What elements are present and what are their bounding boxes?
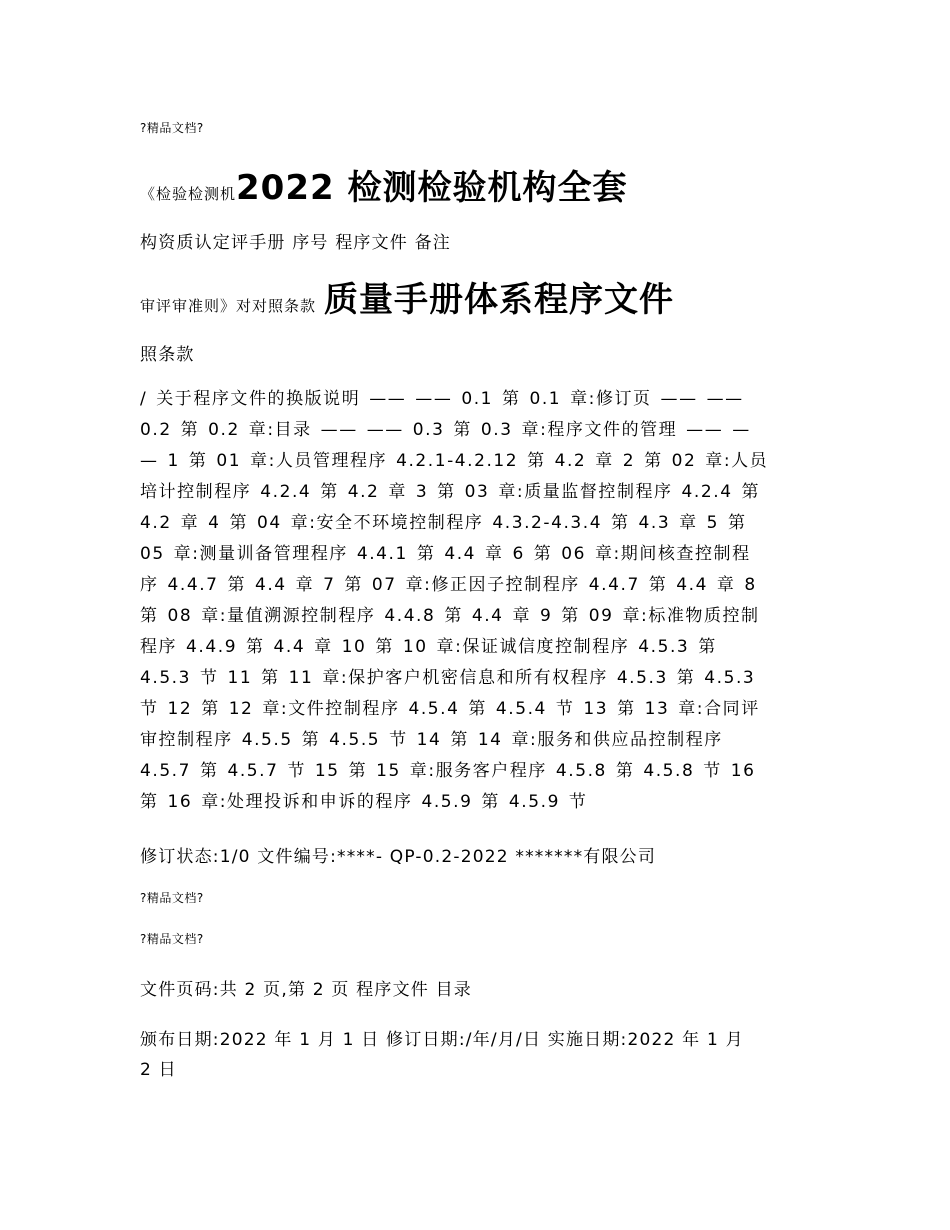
title-line-1 — [140, 160, 627, 209]
table-of-contents — [140, 384, 810, 818]
dates-line-1: 颁布日期:2022 年 1 月 1 日 修订日期:/年/月/日 实施日期:2022 年 1 月 — [140, 1030, 744, 1050]
toc-line: 培计控制程序 4.2.4 第 4.2 章 3 第 03 章:质量监督控制程序 4.2.4 第 — [140, 482, 761, 502]
toc-line: 节 12 第 12 章:文件控制程序 4.5.4 第 4.5.4 节 13 第 13 章:合同评 — [140, 699, 760, 719]
title-line-3 — [140, 272, 674, 321]
toc-line: / 关于程序文件的换版说明 —— —— 0.1 第 0.1 章:修订页 —— —— — [140, 389, 744, 409]
header-watermark-text-2: ?精品文档? — [140, 891, 204, 905]
toc-line: 第 08 章:量值溯源控制程序 4.4.8 第 4.4 章 9 第 09 章:标准物质控制 — [140, 606, 760, 626]
title-sub-heading: 质量手册体系程序文件 — [324, 280, 675, 320]
toc-line: 第 16 章:处理投诉和申诉的程序 4.5.9 第 4.5.9 节 — [140, 792, 588, 812]
toc-line: 05 章:测量训备管理程序 4.4.1 第 4.4 章 6 第 06 章:期间核查控制程 — [140, 544, 751, 564]
page-info-line: 文件页码:共 2 页,第 2 页 程序文件 目录 — [140, 980, 472, 1000]
title-line-2: 构资质认定评手册 序号 程序文件 备注 — [140, 233, 452, 253]
title-main-heading: 2022 检测检验机构全套 — [236, 168, 628, 208]
header-watermark-text-3: ?精品文档? — [140, 932, 204, 946]
header-watermark-text: ?精品文档? — [140, 121, 204, 135]
revision-status-line: 修订状态:1/0 文件编号:****- QP-0.2-2022 *******有限公司 — [140, 847, 657, 867]
toc-line: — 1 第 01 章:人员管理程序 4.2.1-4.2.12 第 4.2 章 2 第 02 章:人员 — [140, 451, 769, 471]
toc-line: 0.2 第 0.2 章:目录 —— —— 0.3 第 0.3 章:程序文件的管理 —— — — [140, 420, 751, 440]
title-line-3-prefix: 审评审准则》对对照条款 — [140, 297, 317, 315]
toc-line: 4.5.7 第 4.5.7 节 15 第 15 章:服务客户程序 4.5.8 第 4.5.8 节 16 — [140, 761, 756, 781]
title-line-1-prefix: 《检验检测机 — [140, 185, 237, 203]
toc-line: 审控制程序 4.5.5 第 4.5.5 节 14 第 14 章:服务和供应品控制程序 — [140, 730, 723, 750]
toc-line: 序 4.4.7 第 4.4 章 7 第 07 章:修正因子控制程序 4.4.7 第 4.4 章 8 — [140, 575, 757, 595]
dates-line-2: 2 日 — [140, 1060, 177, 1080]
toc-line: 4.5.3 节 11 第 11 章:保护客户机密信息和所有权程序 4.5.3 第 4.5.3 — [140, 668, 756, 688]
title-line-4: 照条款 — [140, 345, 195, 365]
toc-line: 程序 4.4.9 第 4.4 章 10 第 10 章:保证诚信度控制程序 4.5.3 第 — [140, 637, 717, 657]
toc-line: 4.2 章 4 第 04 章:安全不环境控制程序 4.3.2-4.3.4 第 4.3 章 5 第 — [140, 513, 747, 533]
